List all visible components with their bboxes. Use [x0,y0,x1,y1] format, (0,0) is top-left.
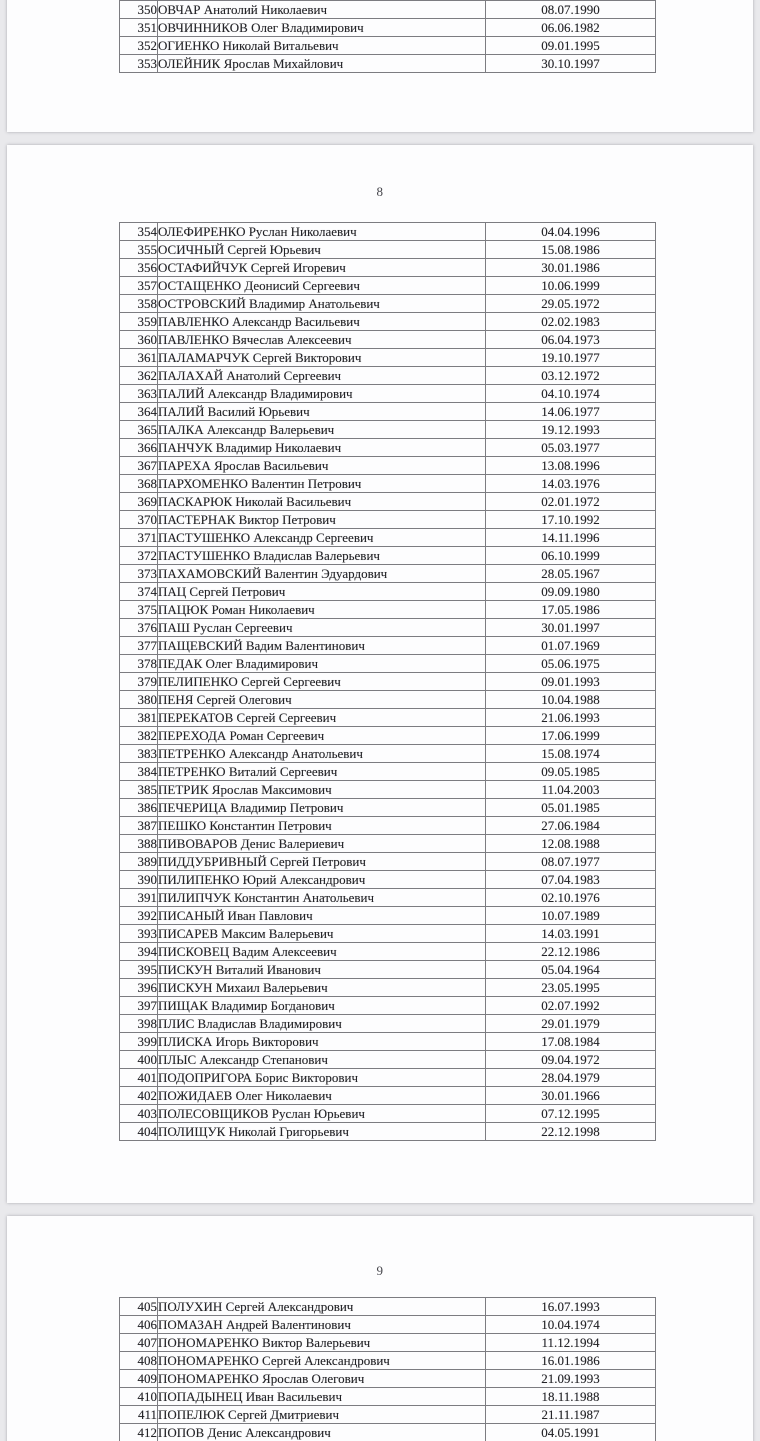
table-row [120,241,656,259]
person-name-cell: ПАЛАМАРЧУК Сергей Викторович [158,349,486,367]
birthdate-cell: 09.01.1993 [486,673,656,691]
table-row [120,1105,656,1123]
person-name-cell: ОСТАФИЙЧУК Сергей Игоревич [158,259,486,277]
table-row [120,547,656,565]
table-row [120,691,656,709]
birthdate-cell: 02.07.1992 [486,997,656,1015]
row-number-cell: 379 [120,673,158,691]
row-number-cell: 403 [120,1105,158,1123]
row-number-cell: 406 [120,1316,158,1334]
birthdate-cell: 28.04.1979 [486,1069,656,1087]
table-row [120,37,656,55]
person-name-cell: ПЛИСКА Игорь Викторович [158,1033,486,1051]
table-row [120,997,656,1015]
person-name-cell: ПЕЧЕРИЦА Владимир Петрович [158,799,486,817]
table-row [120,655,656,673]
page-number: 9 [376,1263,384,1278]
birthdate-cell: 23.05.1995 [486,979,656,997]
table-row [120,439,656,457]
table-row [120,1388,656,1406]
person-name-cell: ПОПОВ Денис Александрович [158,1424,486,1441]
birthdate-cell: 21.09.1993 [486,1370,656,1388]
row-number-cell: 382 [120,727,158,745]
birthdate-cell: 17.08.1984 [486,1033,656,1051]
row-number-cell: 372 [120,547,158,565]
row-number-cell: 371 [120,529,158,547]
person-name-cell: ПАСТЕРНАК Виктор Петрович [158,511,486,529]
row-number-cell: 362 [120,367,158,385]
person-name-cell: ПОЛЕСОВЩИКОВ Руслан Юрьевич [158,1105,486,1123]
table-row [120,1316,656,1334]
row-number-cell: 352 [120,37,158,55]
table-row [120,1,656,19]
birthdate-cell: 09.04.1972 [486,1051,656,1069]
row-number-cell: 400 [120,1051,158,1069]
person-name-cell: ПЕРЕХОДА Роман Сергеевич [158,727,486,745]
birthdate-cell: 05.03.1977 [486,439,656,457]
birthdate-cell: 14.03.1976 [486,475,656,493]
person-name-cell: ОСТАЩЕНКО Деонисий Сергеевич [158,277,486,295]
row-number-cell: 375 [120,601,158,619]
table-row [120,853,656,871]
person-name-cell: ПОЛИЩУК Николай Григорьевич [158,1123,486,1141]
birthdate-cell: 07.12.1995 [486,1105,656,1123]
person-name-cell: ПОЖИДАЕВ Олег Николаевич [158,1087,486,1105]
birthdate-cell: 04.10.1974 [486,385,656,403]
table-row [120,55,656,73]
table-row [120,1123,656,1141]
person-name-cell: ПИСКУН Виталий Иванович [158,961,486,979]
page-partial-top [7,0,753,132]
birthdate-cell: 08.07.1977 [486,853,656,871]
row-number-cell: 351 [120,19,158,37]
table-row [120,475,656,493]
table-row [120,421,656,439]
page-number: 8 [376,184,384,199]
row-number-cell: 404 [120,1123,158,1141]
person-name-cell: ОСИЧНЫЙ Сергей Юрьевич [158,241,486,259]
row-number-cell: 407 [120,1334,158,1352]
table-row [120,1298,656,1316]
row-number-cell: 397 [120,997,158,1015]
person-name-cell: ПЕРЕКАТОВ Сергей Сергеевич [158,709,486,727]
table-row [120,871,656,889]
person-name-cell: ПАЛАХАЙ Анатолий Сергеевич [158,367,486,385]
birthdate-cell: 09.01.1995 [486,37,656,55]
table-row [120,367,656,385]
person-name-cell: ПЕТРЕНКО Виталий Сергеевич [158,763,486,781]
person-name-cell: ПАСТУШЕНКО Александр Сергеевич [158,529,486,547]
row-number-cell: 354 [120,223,158,241]
person-name-cell: ПИДДУБРИВНЫЙ Сергей Петрович [158,853,486,871]
table-row [120,385,656,403]
person-name-cell: ПИЛИПЕНКО Юрий Александрович [158,871,486,889]
birthdate-cell: 22.12.1998 [486,1123,656,1141]
table-row [120,511,656,529]
person-name-cell: ПАРЕХА Ярослав Васильевич [158,457,486,475]
person-name-cell: ПАЛИЙ Александр Владимирович [158,385,486,403]
birthdate-cell: 02.02.1983 [486,313,656,331]
person-name-cell: ОВЧАР Анатолий Николаевич [158,1,486,19]
person-name-cell: ПОНОМАРЕНКО Сергей Александрович [158,1352,486,1370]
birthdate-cell: 30.10.1997 [486,55,656,73]
person-name-cell: ПАЛКА Александр Валерьевич [158,421,486,439]
row-number-cell: 387 [120,817,158,835]
row-number-cell: 385 [120,781,158,799]
birthdate-cell: 10.07.1989 [486,907,656,925]
birthdate-cell: 17.06.1999 [486,727,656,745]
birthdate-cell: 19.10.1977 [486,349,656,367]
table-row [120,745,656,763]
person-name-cell: ПАЩЕВСКИЙ Вадим Валентинович [158,637,486,655]
table-row [120,1334,656,1352]
row-number-cell: 405 [120,1298,158,1316]
table-row [120,331,656,349]
birthdate-cell: 18.11.1988 [486,1388,656,1406]
table-row [120,1406,656,1424]
person-name-cell: ПАЦЮК Роман Николаевич [158,601,486,619]
table-row [120,835,656,853]
row-number-cell: 409 [120,1370,158,1388]
person-name-cell: ПЛИС Владислав Владимирович [158,1015,486,1033]
row-number-cell: 398 [120,1015,158,1033]
table-row [120,673,656,691]
roster-table-page-8 [119,222,656,1141]
birthdate-cell: 14.03.1991 [486,925,656,943]
person-name-cell: ПИЛИПЧУК Константин Анатольевич [158,889,486,907]
birthdate-cell: 16.01.1986 [486,1352,656,1370]
row-number-cell: 373 [120,565,158,583]
birthdate-cell: 30.01.1986 [486,259,656,277]
table-row [120,295,656,313]
birthdate-cell: 10.06.1999 [486,277,656,295]
table-row [120,223,656,241]
row-number-cell: 402 [120,1087,158,1105]
row-number-cell: 367 [120,457,158,475]
row-number-cell: 360 [120,331,158,349]
birthdate-cell: 05.01.1985 [486,799,656,817]
table-row [120,727,656,745]
table-row [120,781,656,799]
table-row [120,709,656,727]
table-row [120,637,656,655]
table-row [120,583,656,601]
person-name-cell: ПАВЛЕНКО Вячеслав Алексеевич [158,331,486,349]
table-row [120,259,656,277]
person-name-cell: ОВЧИННИКОВ Олег Владимирович [158,19,486,37]
person-name-cell: ПАЛИЙ Василий Юрьевич [158,403,486,421]
row-number-cell: 365 [120,421,158,439]
row-number-cell: 388 [120,835,158,853]
person-name-cell: ПОПАДЫНЕЦ Иван Васильевич [158,1388,486,1406]
person-name-cell: ПОНОМАРЕНКО Ярослав Олегович [158,1370,486,1388]
table-row [120,457,656,475]
row-number-cell: 391 [120,889,158,907]
birthdate-cell: 09.05.1985 [486,763,656,781]
person-name-cell: ПАХАМОВСКИЙ Валентин Эдуардович [158,565,486,583]
person-name-cell: ПЕШКО Константин Петрович [158,817,486,835]
birthdate-cell: 19.12.1993 [486,421,656,439]
person-name-cell: ПОПЕЛЮК Сергей Дмитриевич [158,1406,486,1424]
table-row [120,493,656,511]
person-name-cell: ПАНЧУК Владимир Николаевич [158,439,486,457]
birthdate-cell: 06.06.1982 [486,19,656,37]
birthdate-cell: 29.01.1979 [486,1015,656,1033]
person-name-cell: ПИСКОВЕЦ Вадим Алексеевич [158,943,486,961]
row-number-cell: 370 [120,511,158,529]
table-row [120,961,656,979]
birthdate-cell: 21.06.1993 [486,709,656,727]
row-number-cell: 390 [120,871,158,889]
person-name-cell: ПОДОПРИГОРА Борис Викторович [158,1069,486,1087]
person-name-cell: ПАРХОМЕНКО Валентин Петрович [158,475,486,493]
person-name-cell: ПИЩАК Владимир Богданович [158,997,486,1015]
birthdate-cell: 17.10.1992 [486,511,656,529]
person-name-cell: ПАВЛЕНКО Александр Васильевич [158,313,486,331]
row-number-cell: 377 [120,637,158,655]
person-name-cell: ПЕДАК Олег Владимирович [158,655,486,673]
row-number-cell: 381 [120,709,158,727]
table-row [120,817,656,835]
row-number-cell: 358 [120,295,158,313]
birthdate-cell: 27.06.1984 [486,817,656,835]
birthdate-cell: 10.04.1988 [486,691,656,709]
table-row [120,889,656,907]
person-name-cell: ПИВОВАРОВ Денис Валериевич [158,835,486,853]
row-number-cell: 389 [120,853,158,871]
birthdate-cell: 12.08.1988 [486,835,656,853]
row-number-cell: 392 [120,907,158,925]
birthdate-cell: 05.06.1975 [486,655,656,673]
birthdate-cell: 10.04.1974 [486,1316,656,1334]
table-row [120,979,656,997]
birthdate-cell: 30.01.1997 [486,619,656,637]
row-number-cell: 411 [120,1406,158,1424]
birthdate-cell: 02.01.1972 [486,493,656,511]
row-number-cell: 359 [120,313,158,331]
person-name-cell: ПАШ Руслан Сергеевич [158,619,486,637]
birthdate-cell: 04.04.1996 [486,223,656,241]
row-number-cell: 363 [120,385,158,403]
page-8 [7,145,753,1203]
table-row [120,907,656,925]
birthdate-cell: 06.10.1999 [486,547,656,565]
table-row [120,1087,656,1105]
table-row [120,925,656,943]
birthdate-cell: 01.07.1969 [486,637,656,655]
person-name-cell: ПИСКУН Михаил Валерьевич [158,979,486,997]
row-number-cell: 395 [120,961,158,979]
row-number-cell: 366 [120,439,158,457]
row-number-cell: 355 [120,241,158,259]
birthdate-cell: 29.05.1972 [486,295,656,313]
table-row [120,1352,656,1370]
table-row [120,799,656,817]
row-number-cell: 361 [120,349,158,367]
birthdate-cell: 30.01.1966 [486,1087,656,1105]
birthdate-cell: 14.06.1977 [486,403,656,421]
table-row [120,19,656,37]
row-number-cell: 396 [120,979,158,997]
table-row [120,1015,656,1033]
table-row [120,601,656,619]
birthdate-cell: 03.12.1972 [486,367,656,385]
table-row [120,313,656,331]
table-row [120,1033,656,1051]
table-row [120,1051,656,1069]
birthdate-cell: 28.05.1967 [486,565,656,583]
birthdate-cell: 11.04.2003 [486,781,656,799]
birthdate-cell: 22.12.1986 [486,943,656,961]
row-number-cell: 376 [120,619,158,637]
birthdate-cell: 13.08.1996 [486,457,656,475]
birthdate-cell: 07.04.1983 [486,871,656,889]
table-row [120,349,656,367]
person-name-cell: ПАСКАРЮК Николай Васильевич [158,493,486,511]
person-name-cell: ПЕТРИК Ярослав Максимович [158,781,486,799]
table-row [120,763,656,781]
birthdate-cell: 17.05.1986 [486,601,656,619]
birthdate-cell: 08.07.1990 [486,1,656,19]
row-number-cell: 410 [120,1388,158,1406]
birthdate-cell: 15.08.1974 [486,745,656,763]
table-row [120,565,656,583]
person-name-cell: ПИСАРЕВ Максим Валерьевич [158,925,486,943]
birthdate-cell: 11.12.1994 [486,1334,656,1352]
person-name-cell: ПЕНЯ Сергей Олегович [158,691,486,709]
row-number-cell: 399 [120,1033,158,1051]
birthdate-cell: 02.10.1976 [486,889,656,907]
birthdate-cell: 05.04.1964 [486,961,656,979]
table-row [120,1370,656,1388]
birthdate-cell: 14.11.1996 [486,529,656,547]
person-name-cell: ОГИЕНКО Николай Витальевич [158,37,486,55]
person-name-cell: ПАСТУШЕНКО Владислав Валерьевич [158,547,486,565]
row-number-cell: 394 [120,943,158,961]
row-number-cell: 356 [120,259,158,277]
row-number-cell: 401 [120,1069,158,1087]
birthdate-cell: 16.07.1993 [486,1298,656,1316]
page-9-partial [7,1216,753,1441]
person-name-cell: ОСТРОВСКИЙ Владимир Анатольевич [158,295,486,313]
row-number-cell: 393 [120,925,158,943]
birthdate-cell: 06.04.1973 [486,331,656,349]
row-number-cell: 380 [120,691,158,709]
row-number-cell: 357 [120,277,158,295]
row-number-cell: 384 [120,763,158,781]
row-number-cell: 369 [120,493,158,511]
person-name-cell: ПОНОМАРЕНКО Виктор Валерьевич [158,1334,486,1352]
roster-table-page-9 [119,1297,656,1441]
person-name-cell: ПОМАЗАН Андрей Валентинович [158,1316,486,1334]
row-number-cell: 378 [120,655,158,673]
row-number-cell: 350 [120,1,158,19]
table-row [120,403,656,421]
row-number-cell: 368 [120,475,158,493]
birthdate-cell: 04.05.1991 [486,1424,656,1441]
roster-table-top [119,0,656,73]
birthdate-cell: 15.08.1986 [486,241,656,259]
table-row [120,1424,656,1441]
row-number-cell: 412 [120,1424,158,1441]
table-row [120,1069,656,1087]
birthdate-cell: 09.09.1980 [486,583,656,601]
row-number-cell: 374 [120,583,158,601]
row-number-cell: 364 [120,403,158,421]
person-name-cell: ПЛЫС Александр Степанович [158,1051,486,1069]
table-row [120,277,656,295]
row-number-cell: 408 [120,1352,158,1370]
person-name-cell: ОЛЕФИРЕНКО Руслан Николаевич [158,223,486,241]
person-name-cell: ОЛЕЙНИК Ярослав Михайлович [158,55,486,73]
row-number-cell: 386 [120,799,158,817]
person-name-cell: ПЕТРЕНКО Александр Анатольевич [158,745,486,763]
person-name-cell: ПОЛУХИН Сергей Александрович [158,1298,486,1316]
person-name-cell: ПИСАНЫЙ Иван Павлович [158,907,486,925]
row-number-cell: 383 [120,745,158,763]
person-name-cell: ПЕЛИПЕНКО Сергей Сергеевич [158,673,486,691]
row-number-cell: 353 [120,55,158,73]
person-name-cell: ПАЦ Сергей Петрович [158,583,486,601]
table-row [120,619,656,637]
table-row [120,943,656,961]
table-row [120,529,656,547]
birthdate-cell: 21.11.1987 [486,1406,656,1424]
